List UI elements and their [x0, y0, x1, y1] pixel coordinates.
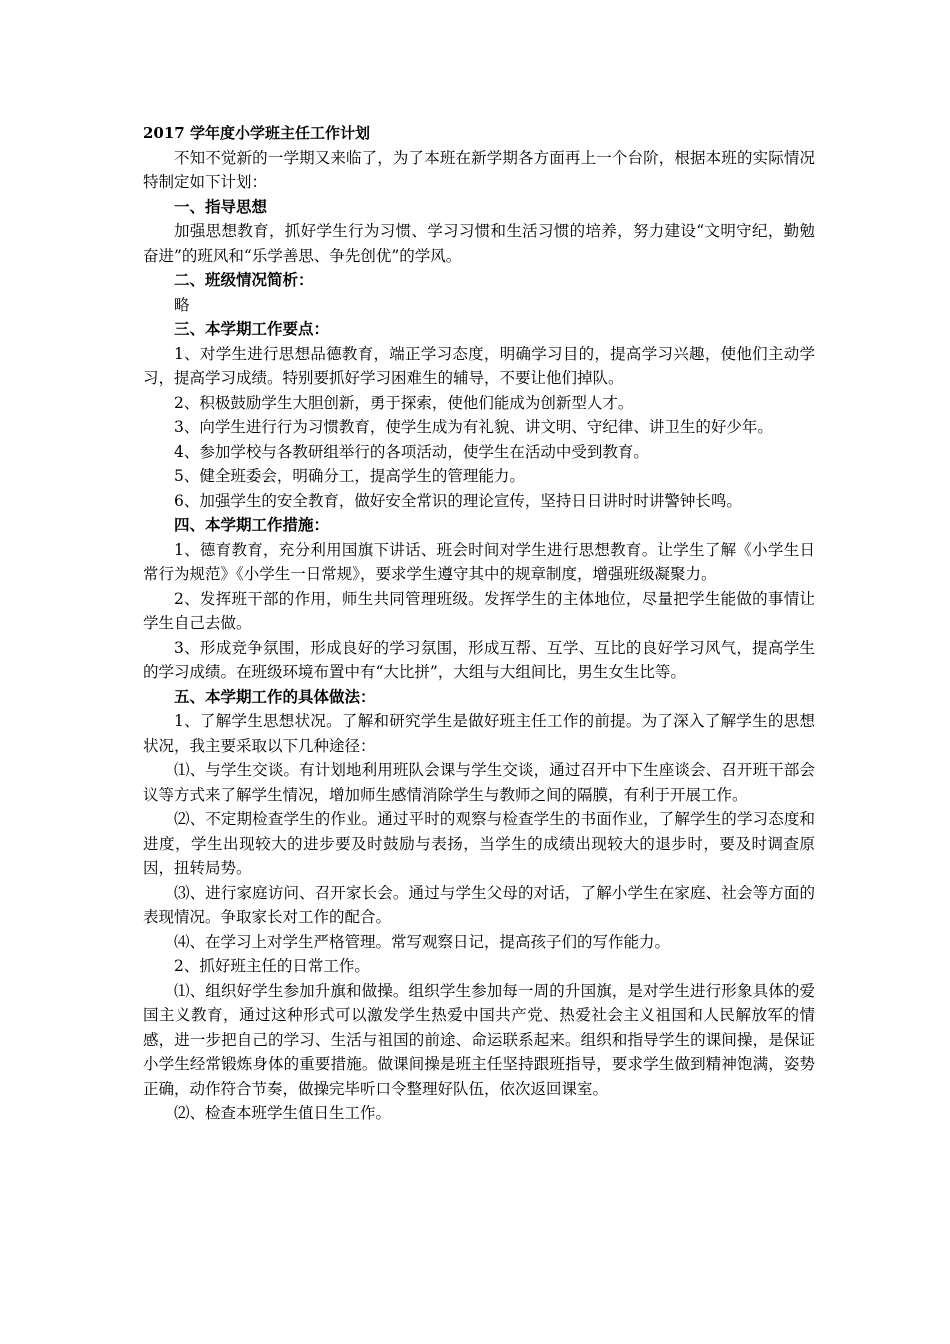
- section-heading-measures: 四、本学期工作措施：: [174, 515, 330, 534]
- key-point-item: 3、向学生进行行为习惯教育，使学生成为有礼貌、讲文明、守纪律、讲卫生的好少年。: [174, 418, 773, 436]
- class-overview-paragraph: 略: [174, 295, 190, 314]
- practice-item: 1、了解学生思想状况。了解和研究学生是做好班主任工作的前提。为了深入了解学生的思想状况，我主要采取以下几种途径：: [143, 712, 815, 755]
- key-point-item: 2、积极鼓励学生大胆创新，勇于探索，使他们能成为创新型人才。: [174, 393, 634, 412]
- section-heading-guiding-ideology: 一、指导思想: [174, 196, 268, 216]
- document-page: [143, 121, 815, 1126]
- key-point-item: 1、对学生进行思想品德教育，端正学习态度，明确学习目的，提高学习兴趣，使他们主动学习，提高学习成绩。特别要抓好学习困难生的辅导，不要让他们掉队。: [143, 344, 815, 387]
- section-heading-practices: 五、本学期工作的具体做法：: [174, 686, 376, 706]
- practice-item: ⑵、不定期检查学生的作业。通过平时的观察与检查学生的书面作业，了解学生的学习态度和进度，学生出现较大的进步要及时鼓励与表扬，当学生的成绩出现较大的退步时，要及时调查原因，扭转局势。: [143, 810, 815, 877]
- practice-item: ⑵、检查本班学生值日生工作。: [174, 1104, 392, 1122]
- measure-item: 3、形成竞争氛围，形成良好的学习氛围，形成互帮、互学、互比的良好学习风气，提高学生的学习成绩。在班级环境布置中有“大比拼”，大组与大组间比，男生女生比等。: [143, 638, 815, 681]
- key-point-item: 6、加强学生的安全教育，做好安全常识的理论宣传，坚持日日讲时时讲警钟长鸣。: [174, 491, 742, 510]
- practice-item: ⑶、进行家庭访问、召开家长会。通过与学生父母的对话，了解小学生在家庭、社会等方面的表现情况。争取家长对工作的配合。: [143, 883, 815, 926]
- practice-item: 2、抓好班主任的日常工作。: [174, 957, 370, 975]
- section-heading-key-points: 三、本学期工作要点：: [174, 319, 330, 338]
- key-point-item: 5、健全班委会，明确分工，提高学生的管理能力。: [174, 467, 525, 485]
- measure-item: 1、德育教育，充分利用国旗下讲话、班会时间对学生进行思想教育。让学生了解《小学生日常行为规范》《小学生一日常规》，要求学生遵守其中的规章制度，增强班级凝聚力。: [143, 540, 815, 583]
- practice-item: ⑷、在学习上对学生严格管理。常写观察日记，提高孩子们的写作能力。: [174, 932, 671, 951]
- measure-item: 2、发挥班干部的作用，师生共同管理班级。发挥学生的主体地位，尽量把学生能做的事情让学生自己去做。: [143, 589, 815, 632]
- guiding-ideology-paragraph: 加强思想教育，抓好学生行为习惯、学习习惯和生活习惯的培养，努力建设“文明守纪，勤勉奋进”的班风和“乐学善思、争先创优”的学风。: [143, 222, 815, 265]
- practice-item: ⑴、组织好学生参加升旗和做操。组织学生参加每一周的升国旗，是对学生进行形象具体的爱国主义教育，通过这种形式可以激发学生热爱中国共产党、热爱社会主义祖国和人民解放军的情感，进一步把自己的学习、生活与祖国的前途、命运联系起来。组织和指导学生的课间操，是保证小学生经常锻炼身体的重要措施。做课间操是班主任坚持跟班指导，要求学生做到精神饱满，姿势正确，动作符合节奏，做操完毕听口令整理好队伍，依次返回课室。: [143, 981, 815, 1098]
- practice-item: ⑴、与学生交谈。有计划地利用班队会课与学生交谈，通过召开中下生座谈会、召开班干部会议等方式来了解学生情况，增加师生感情消除学生与教师之间的隔膜，有利于开展工作。: [143, 761, 815, 804]
- section-heading-class-overview: 二、班级情况简析：: [174, 270, 314, 289]
- key-point-item: 4、参加学校与各教研组举行的各项活动，使学生在活动中受到教育。: [174, 442, 649, 461]
- document-title: 2017 学年度小学班主任工作计划: [143, 124, 370, 142]
- intro-paragraph: 不知不觉新的一学期又来临了，为了本班在新学期各方面再上一个台阶，根据本班的实际情况特制定如下计划：: [143, 148, 815, 191]
